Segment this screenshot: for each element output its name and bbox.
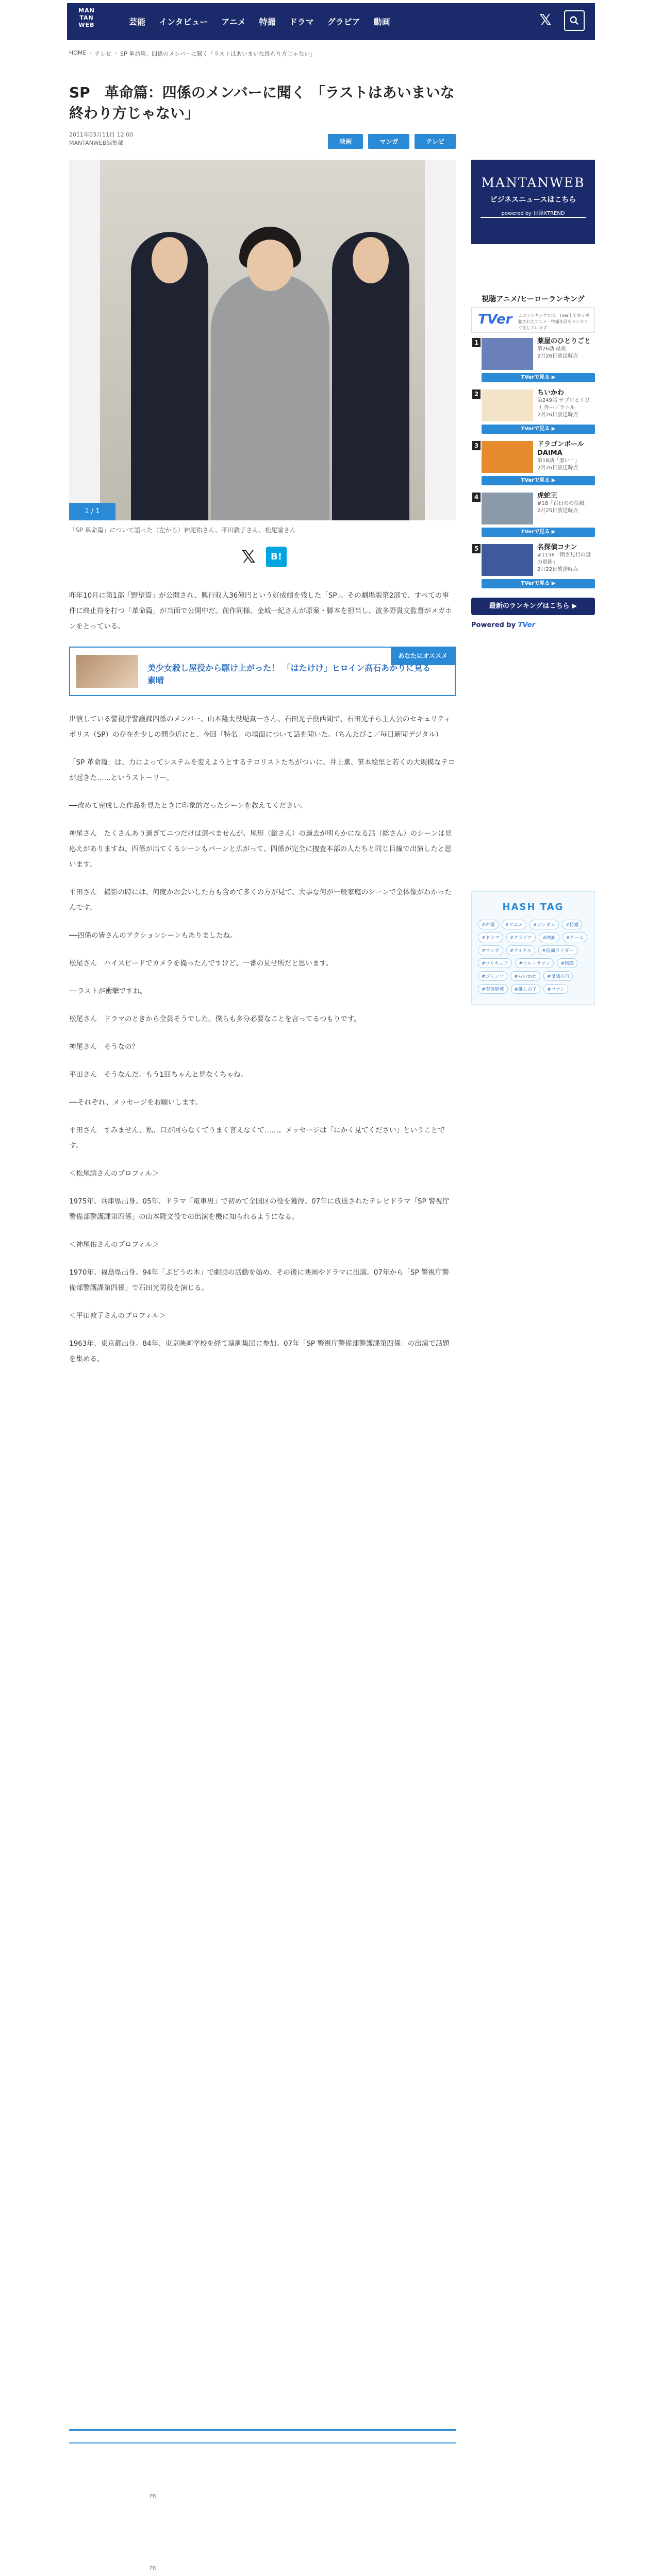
logo-line: WEB — [78, 22, 95, 28]
tver-description: このランキングでは、TVer上で多く視聴されたアニメ・特撮作品をランキング化しています — [518, 313, 589, 330]
hashtag-chip[interactable]: #グラビア — [506, 933, 536, 942]
tag-manga[interactable]: マンガ — [368, 134, 409, 149]
tver-watch-button[interactable]: TVerで見る ▶ — [482, 528, 595, 537]
breadcrumb-category[interactable]: テレビ — [94, 50, 112, 57]
rank-thumbnail — [482, 389, 533, 421]
rank-info — [537, 388, 595, 419]
rank-number: 5 — [472, 544, 481, 553]
breadcrumb-home[interactable]: HOME — [69, 49, 87, 56]
logo-line: TAN — [79, 14, 94, 21]
nav-video[interactable]: 動画 — [373, 17, 390, 27]
breadcrumb-current: SP 革命篇：四係のメンバーに聞く「ラストはあいまいな終わり方じゃない」 — [120, 50, 316, 57]
profile-heading: ＜平田敦子さんのプロフィル＞ — [69, 1312, 166, 1320]
rank-date: 2月22日放送時点 — [537, 567, 578, 572]
hashtag-chip[interactable]: #ドラマ — [478, 933, 503, 942]
tver-watch-button[interactable]: TVerで見る ▶ — [482, 425, 595, 434]
hashtag-chip[interactable]: #ウルトラマン — [515, 958, 554, 968]
site-header — [0, 0, 662, 44]
paragraph: 「SP 革命篇」は、力によってシステムを変えようとするテロリストたちがついに、井上薫、笹本絵里と若くの大規模なテロが起きた……というストーリー。 — [69, 758, 455, 782]
hashtag-chip[interactable]: #声優 — [478, 920, 499, 929]
rank-episode: 第18話「悪い一」 — [537, 458, 580, 464]
rank-date: 2月26日放送時点 — [537, 412, 578, 418]
article-divider — [69, 2442, 456, 2444]
breadcrumb-separator: › — [114, 49, 117, 56]
hashtag-chip[interactable]: #ゲーム — [562, 933, 588, 942]
rank-info — [537, 492, 595, 515]
ranking-item[interactable] — [471, 487, 595, 539]
x-icon[interactable]: 𝕏 — [539, 11, 552, 29]
business-news-banner[interactable] — [471, 160, 595, 244]
rank-title: 名探偵コナン — [537, 544, 577, 551]
paragraph: ──それぞれ、メッセージをお願いします。 — [69, 1098, 203, 1107]
paragraph: 神尾さん たくさんあり過ぎてニつだけは選べませんが、尾形（総さん）の過去が明らかになる話（総さん）のシーンは見応えがありますね。四係が出てくるシーンもバーンと広がって、四係が完全に捜査本部の人たちと同じ目線で出演したと思います。 — [69, 829, 452, 869]
paragraph: 出演している警視庁警護課四係のメンバー、山本隆太役堤真一さん、石田光子役西間で、石田光子ら主人公のセキュリティポリス（SP）の存在を少しの間身近にと、今回「特名」の場面について話を聞いた。（ちんたびこ／毎日新聞デジタル） — [69, 715, 451, 739]
rank-number: 2 — [472, 389, 481, 399]
hashtag-title: HASH TAG — [502, 902, 564, 912]
nav-gravure[interactable]: グラビア — [327, 17, 360, 27]
share-hatena-button[interactable]: B! — [266, 547, 287, 567]
photo-counter: 1 / 1 — [69, 503, 115, 520]
tver-watch-button[interactable]: TVerで見る ▶ — [482, 373, 595, 382]
hashtag-chip[interactable]: #鬼滅の刃 — [543, 971, 573, 981]
rank-episode: 第26話 最後 — [537, 346, 566, 352]
anime-ranking — [471, 294, 595, 629]
hashtag-chip[interactable]: #戦隊 — [557, 958, 577, 968]
pr-label: PR — [150, 2494, 156, 2499]
ranking-item[interactable] — [471, 333, 595, 384]
recommend-link[interactable]: 美少女殺し屋役から駆け上がった！ 「はたけけ」ヒロイン高石あかりに見る素晴 — [147, 663, 431, 685]
share-buttons — [69, 547, 456, 567]
tver-watch-button[interactable]: TVerで見る ▶ — [482, 579, 595, 588]
powered-by-label: Powered by — [471, 621, 516, 629]
share-x-icon[interactable]: 𝕏 — [241, 547, 256, 567]
rank-thumbnail — [482, 338, 533, 370]
profile-text: 1970年、福島県出身。94年「ぶどうの木」で劇団の活動を始め、その後に映画やドラマに出演。07年から「SP 警視庁警備部警護課第四係」で石田光男役を演じる。 — [69, 1268, 449, 1292]
more-ranking-button[interactable]: 最新のランキングはこちら ▶ — [471, 598, 595, 615]
profile-heading: ＜松尾諭さんのプロフィル＞ — [69, 1170, 159, 1178]
tag-movie[interactable]: 映画 — [328, 134, 363, 149]
recommend-box[interactable] — [69, 647, 456, 696]
hashtag-chip[interactable]: #ジャンプ — [478, 971, 507, 981]
rank-title: 薬屋のひとりごと — [537, 337, 591, 345]
article-divider — [69, 2429, 456, 2431]
hashtag-box — [471, 891, 595, 1005]
hashtag-chip[interactable]: #コナン — [543, 984, 568, 994]
article-meta — [69, 131, 456, 151]
hashtag-chip[interactable]: #アイドル — [506, 945, 536, 955]
paragraph: ──改めて完成した作品を見たときに印象的だったシーンを教えてください。 — [69, 802, 307, 810]
nav-tokusatsu[interactable]: 特撮 — [259, 17, 276, 27]
paragraph: 神尾さん そうなの？ — [69, 1043, 139, 1051]
hashtag-chip[interactable]: #プリキュア — [478, 958, 512, 968]
ranking-item[interactable] — [471, 539, 595, 590]
tver-logo: TVer — [478, 312, 512, 327]
hashtag-chip[interactable]: #仮面ライダー — [538, 945, 577, 955]
article-photo — [100, 160, 425, 520]
ranking-item[interactable] — [471, 436, 595, 487]
header-bar — [67, 3, 595, 40]
powered-by — [471, 621, 595, 629]
profile-text: 1963年、東京都出身。84年、東京映画学校を経て演劇集団に参加。07年「SP 警視庁警備部警護課第四係」の出演で話題を集める。 — [69, 1340, 450, 1363]
banner-powered: powered by 日経XTREND — [481, 209, 586, 218]
hashtag-list — [478, 920, 588, 994]
article-body — [69, 588, 456, 1367]
person-head — [353, 237, 389, 283]
rank-info — [537, 337, 595, 360]
profile-text: 1975年、兵庫県出身。05年、ドラマ「電車男」で初めて全国区の役を獲得。07年に放送されたテレビドラマ「SP 警視庁警備部警護課第四係」の山本隆文役での出演を機に知られるようになる。 — [69, 1197, 450, 1221]
search-button[interactable] — [564, 10, 585, 31]
recommend-thumbnail — [76, 655, 138, 688]
tag-tv[interactable]: テレビ — [415, 134, 456, 149]
hashtag-chip[interactable]: #特撮 — [562, 920, 583, 929]
hashtag-chip[interactable]: #アニメ — [502, 920, 526, 929]
paragraph: 平田さん すみません、私、口が回らなくてうまく言えなくて……。メッセージは「にかく見てください」ということです。 — [69, 1126, 445, 1150]
header-actions — [535, 10, 585, 31]
tver-watch-button[interactable]: TVerで見る ▶ — [482, 476, 595, 485]
hashtag-chip[interactable]: #ガンダム — [529, 920, 559, 929]
ranking-item[interactable] — [471, 384, 595, 436]
paragraph: ──ラストが衝撃ですね。 — [69, 987, 147, 995]
hashtag-chip[interactable]: #推しの子 — [511, 984, 541, 994]
rank-thumbnail — [482, 544, 533, 576]
nav-entertainment[interactable]: 芸能 — [129, 17, 146, 27]
hashtag-chip[interactable]: #呪術廻戦 — [478, 984, 508, 994]
pr-label: PR — [150, 2566, 156, 2571]
article — [69, 82, 456, 1379]
photo-gallery[interactable] — [69, 160, 456, 520]
rank-info — [537, 440, 595, 472]
rank-episode: #1158「閉ざ見行の謎の別冊」 — [537, 552, 591, 565]
article-tags — [328, 134, 456, 149]
rank-title: ドラゴンボール DAIMA — [537, 440, 584, 457]
paragraph: 松尾さん ドラマのときから全員そうでした。僕らも多分必要なことを言ってるつもりです。 — [69, 1015, 361, 1023]
ranking-title: 視聴アニメ/ヒーローランキング — [482, 295, 585, 303]
logo-line: MAN — [78, 7, 95, 14]
rank-number: 1 — [472, 338, 481, 347]
hashtag-chip[interactable]: #映画 — [539, 933, 559, 942]
search-icon — [569, 15, 580, 26]
paragraph: 昨年10月に第1部「野望篇」が公開され、興行収入36億円という好成績を残した「SP」。その劇場版第2部で、すべての事件に終止符を打つ「革命篇」が当面で公開中だ。前作同様、金城一紀さんが原案・脚本を担当し、波多野貴文監督がメガホンをとっている。 — [69, 591, 452, 631]
paragraph: 松尾さん ハイスピードでカメラを撮ったんですけど、一番の見せ所だと思います。 — [69, 959, 333, 968]
rank-number: 3 — [472, 441, 481, 450]
rank-episode: 第249話 サプロとくびリ 外ー／ラトル — [537, 398, 590, 411]
person-head — [247, 240, 293, 291]
article-source: MANTANWEB編集部 — [69, 140, 124, 146]
breadcrumb-separator: › — [89, 49, 92, 56]
banner-brand: MANTANWEB — [481, 175, 585, 190]
rank-date: 2月26日放送時点 — [537, 353, 578, 359]
person-head — [152, 237, 188, 283]
nav-drama[interactable]: ドラマ — [289, 17, 314, 27]
hashtag-chip[interactable]: #マンガ — [478, 945, 503, 955]
banner-subtitle: ビジネスニュースはこちら — [490, 196, 576, 204]
recommend-label: あなたにオススメ — [391, 647, 455, 665]
rank-title: ちいかわ — [537, 389, 565, 397]
rank-date: 2月25日放送時点 — [537, 508, 578, 514]
rank-thumbnail — [482, 493, 533, 524]
rank-episode: #18「百日のの信頼」 — [537, 501, 590, 506]
paragraph: 平田さん 撮影の時には、何度かお会いした方も含めて多くの方が見て、大事な何が一般家庭のシーンで全体像がわかったんです。 — [69, 888, 452, 912]
publish-date: 2011年03月11日 12:00 — [69, 131, 134, 138]
paragraph: ──四係の皆さんのアクションシーンもありましたね。 — [69, 931, 237, 940]
tver-logo-small: TVer — [518, 621, 535, 629]
tver-header — [471, 307, 595, 333]
site-logo[interactable] — [71, 6, 102, 37]
nav-anime[interactable]: アニメ — [221, 17, 246, 27]
article-title: SP 革命篇：四係のメンバーに聞く 「ラストはあいまいな終わり方じゃない」 — [69, 84, 455, 122]
photo-caption: 「SP 革命篇」について語った（左から）神尾佑さん、平田敦子さん、松尾諭さん — [69, 527, 296, 534]
rank-date: 2月26日放送時点 — [537, 465, 578, 471]
rank-title: 虎蛇王 — [537, 492, 558, 500]
profile-heading: ＜神尾佑さんのプロフィル＞ — [69, 1241, 159, 1249]
hashtag-chip[interactable]: #ちいかわ — [510, 971, 540, 981]
rank-number: 4 — [472, 493, 481, 502]
rank-info — [537, 543, 595, 573]
nav-interview[interactable]: インタビュー — [159, 17, 208, 27]
rank-thumbnail — [482, 441, 533, 473]
breadcrumb — [69, 49, 316, 58]
paragraph: 平田さん そうなんだ。もう1回ちゃんと見なくちゃね。 — [69, 1071, 248, 1079]
person-center — [211, 273, 329, 520]
main-nav — [129, 15, 390, 27]
